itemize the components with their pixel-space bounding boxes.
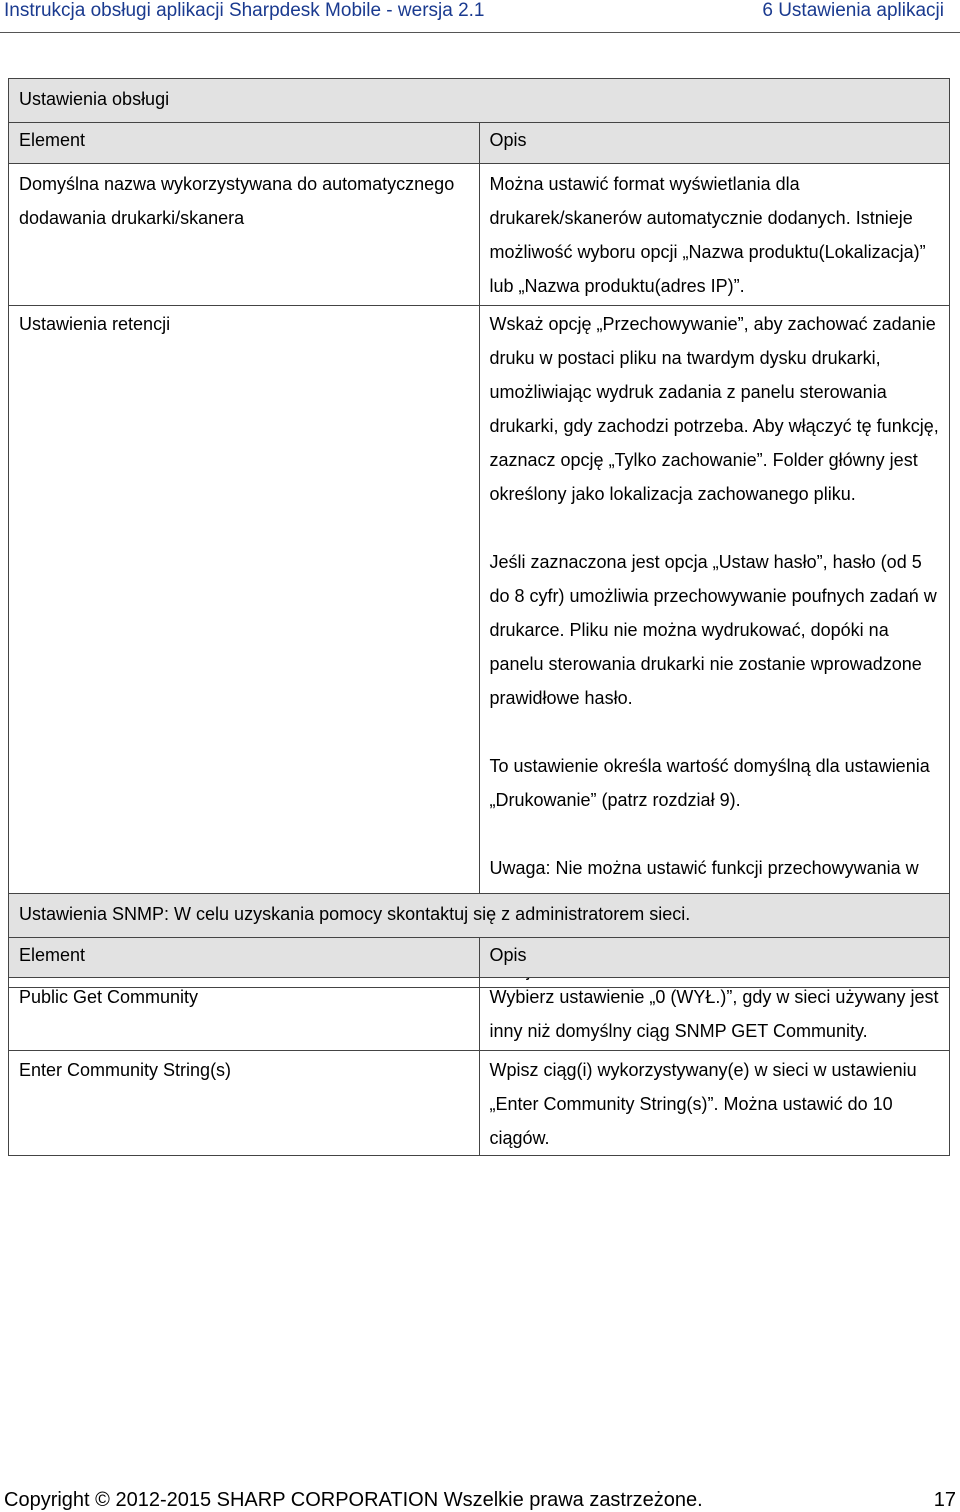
copyright-footer: Copyright © 2012-2015 SHARP CORPORATION Wszelkie prawa zastrzeżone. bbox=[4, 1489, 703, 1511]
snmp-settings-table bbox=[8, 893, 950, 1156]
row-element-cell: Ustawienia retencji bbox=[9, 306, 480, 988]
table-band-title: Ustawienia obsługi bbox=[9, 79, 950, 123]
description-paragraph: Można ustawić format wyświetlania dla drukarek/skanerów automatycznie dodanych. Istnieje możliwość wyboru opcji „Nazwa produktu(Lokalizacja)” lub „Nazwa produktu(adres IP)”. bbox=[489, 174, 926, 296]
operation-settings-table bbox=[8, 78, 950, 988]
header-divider bbox=[0, 32, 960, 33]
row-element-cell: Enter Community String(s) bbox=[9, 1051, 480, 1156]
row-description-cell: Wybierz ustawienie „0 (WYŁ.)”, gdy w sieci używany jest inny niż domyślny ciąg SNMP GET Community. bbox=[479, 978, 950, 1051]
table-row bbox=[9, 1051, 950, 1156]
table-row bbox=[9, 164, 950, 306]
row-element-cell: Public Get Community bbox=[9, 978, 480, 1051]
table-band-title: Ustawienia SNMP: W celu uzyskania pomocy skontaktuj się z administratorem sieci. bbox=[9, 894, 950, 938]
running-header-title: Instrukcja obsługi aplikacji Sharpdesk Mobile - wersja 2.1 bbox=[4, 0, 485, 21]
description-paragraph: To ustawienie określa wartość domyślną dla ustawienia „Drukowanie” (patrz rozdział 9). bbox=[489, 756, 930, 810]
row-element-cell: Domyślna nazwa wykorzystywana do automatycznego dodawania drukarki/skanera bbox=[9, 164, 480, 306]
running-header-chapter: 6 Ustawienia aplikacji bbox=[762, 0, 944, 21]
row-description-cell: Wpisz ciąg(i) wykorzystywany(e) w sieci w ustawieniu „Enter Community String(s)”. Można ustawić do 10 ciągów. bbox=[479, 1051, 950, 1156]
note-paragraph: Uwaga: Nie można ustawić funkcji przechowywania w bbox=[489, 858, 919, 878]
description-paragraph: Jeśli zaznaczona jest opcja „Ustaw hasło”, hasło (od 5 do 8 cyfr) umożliwia przechowywanie poufnych zadań w drukarce. Pliku nie można wydrukować, dopóki na panelu sterowania drukarki nie zostanie wprowadzone prawidłowe hasło. bbox=[489, 552, 937, 708]
table-row bbox=[9, 306, 950, 988]
description-paragraph: Wskaż opcję „Przechowywanie”, aby zachować zadanie druku w postaci pliku na twardym dysku drukarki, umożliwiając wydruk zadania z panelu sterowania drukarki, gdy zachodzi potrzeba. Aby włączyć tę funkcję, zaznacz opcję „Tylko zachowanie”. Folder główny jest określony jako lokalizacja zachowanego pliku. bbox=[489, 314, 939, 504]
row-description-cell bbox=[479, 306, 950, 988]
column-header-opis: Opis bbox=[479, 123, 950, 164]
page-number: 17 bbox=[933, 1489, 956, 1511]
row-description-cell bbox=[479, 164, 950, 306]
column-header-opis: Opis bbox=[479, 938, 950, 978]
column-header-element: Element bbox=[9, 938, 480, 978]
table-row bbox=[9, 978, 950, 1051]
column-header-element: Element bbox=[9, 123, 480, 164]
